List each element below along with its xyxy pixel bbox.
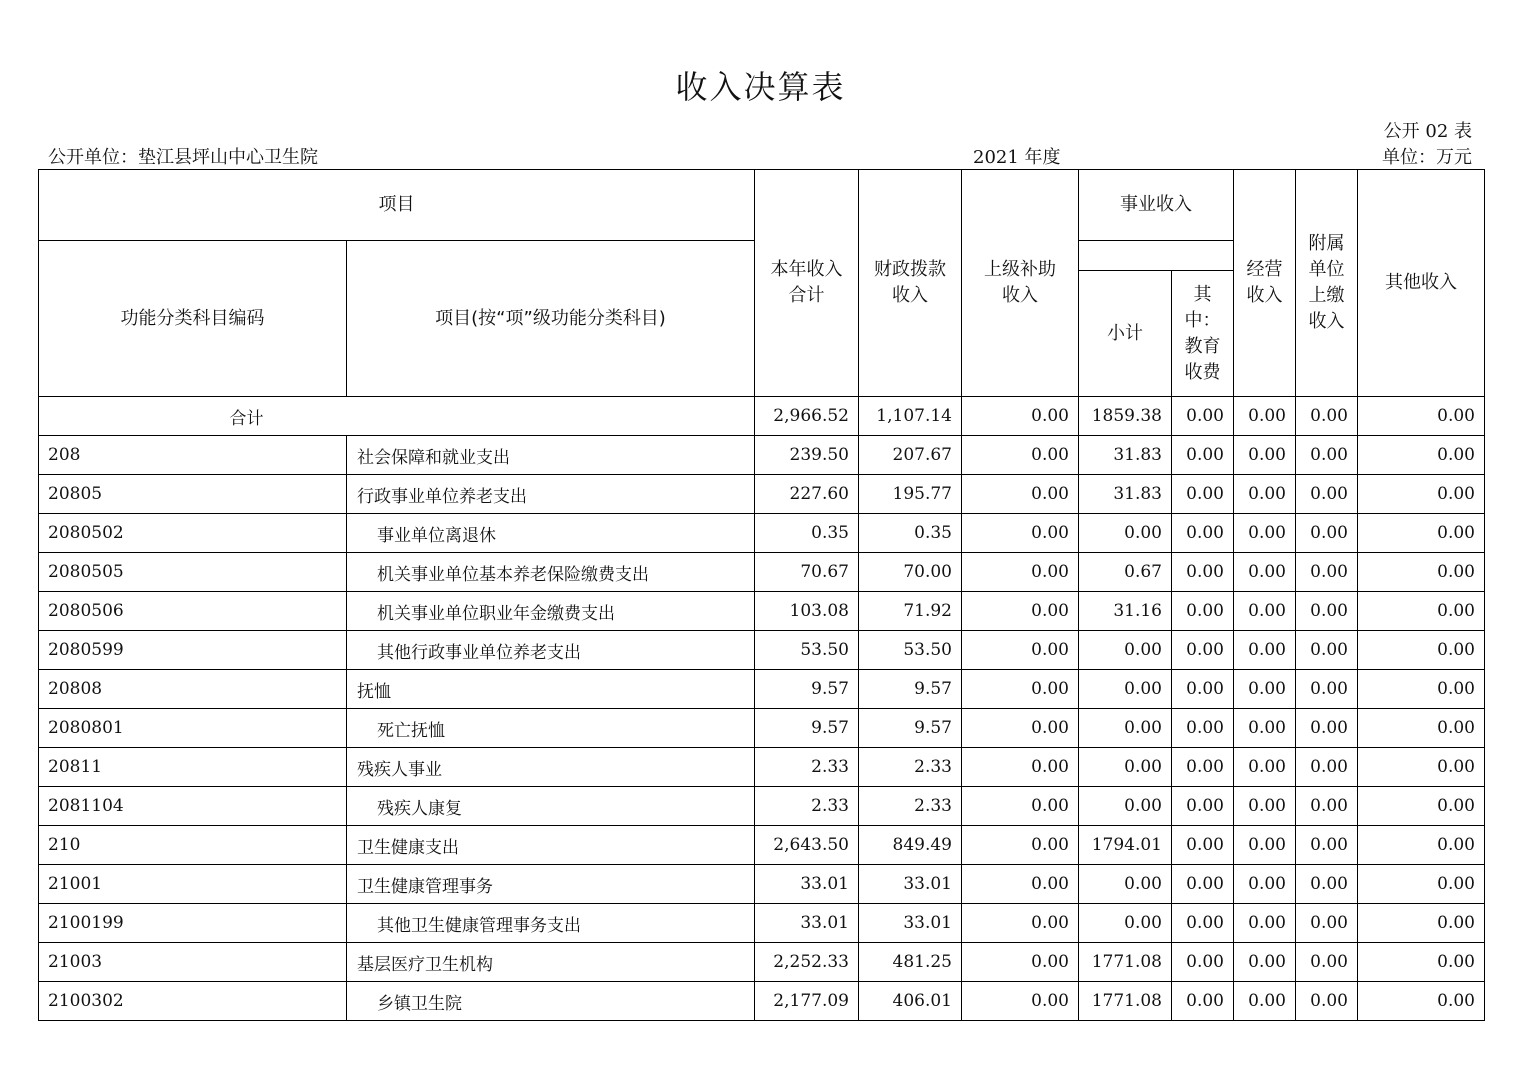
- total-label: 合计: [39, 397, 755, 436]
- item-name-cell: 行政事业单位养老支出: [347, 475, 755, 514]
- cell-value: 0.00: [1358, 787, 1485, 826]
- cell-value: 0.00: [1296, 904, 1358, 943]
- cell-value: 0.00: [962, 865, 1079, 904]
- table-row: [39, 592, 1485, 631]
- item-name-cell: 卫生健康管理事务: [347, 865, 755, 904]
- cell-value: 0.00: [1296, 943, 1358, 982]
- cell-value: 0.00: [1358, 514, 1485, 553]
- item-name-cell: 死亡抚恤: [347, 709, 755, 748]
- item-name-cell: 残疾人事业: [347, 748, 755, 787]
- item-name-cell: 机关事业单位职业年金缴费支出: [347, 592, 755, 631]
- cell-value: 0.00: [1358, 592, 1485, 631]
- table-row: [39, 553, 1485, 592]
- table-row: [39, 904, 1485, 943]
- header-operating-income: [1234, 170, 1296, 397]
- cell-value: 0.00: [1079, 787, 1172, 826]
- cell-value: 0.00: [1079, 865, 1172, 904]
- reporting-unit: 公开单位：垫江县坪山中心卫生院: [48, 147, 318, 168]
- cell-value: 0.00: [1358, 943, 1485, 982]
- cell-value: 70.00: [859, 553, 962, 592]
- cell-value: 0.00: [1234, 865, 1296, 904]
- item-name-cell: 社会保障和就业支出: [347, 436, 755, 475]
- cell-value: 0.00: [1234, 709, 1296, 748]
- cell-value: 31.83: [1079, 475, 1172, 514]
- table-row: [39, 475, 1485, 514]
- cell-value: 0.00: [1172, 514, 1234, 553]
- cell-value: 207.67: [859, 436, 962, 475]
- cell-value: 0.00: [962, 436, 1079, 475]
- cell-value: 0.00: [1234, 670, 1296, 709]
- cell-value: 0.00: [1296, 397, 1358, 436]
- header-fiscal-appropriation: [859, 170, 962, 397]
- cell-value: 0.00: [1172, 397, 1234, 436]
- cell-value: 0.00: [962, 748, 1079, 787]
- header-affiliated-income: [1296, 170, 1358, 397]
- cell-value: 1771.08: [1079, 943, 1172, 982]
- item-name-cell: 基层医疗卫生机构: [347, 943, 755, 982]
- cell-value: 195.77: [859, 475, 962, 514]
- table-header: [39, 170, 1485, 397]
- total-row: [39, 397, 1485, 436]
- cell-value: 849.49: [859, 826, 962, 865]
- header-project: 项目: [39, 170, 755, 241]
- cell-value: 0.00: [1296, 514, 1358, 553]
- cell-value: 0.00: [1234, 397, 1296, 436]
- cell-value: 0.00: [1296, 787, 1358, 826]
- cell-value: 0.00: [1296, 826, 1358, 865]
- cell-value: 2.33: [859, 787, 962, 826]
- cell-value: 71.92: [859, 592, 962, 631]
- table-row: [39, 631, 1485, 670]
- cell-value: 0.00: [1234, 904, 1296, 943]
- cell-value: 0.00: [1079, 904, 1172, 943]
- table-body: [39, 397, 1485, 1021]
- cell-value: 0.00: [1234, 514, 1296, 553]
- cell-value: 0.00: [1172, 475, 1234, 514]
- cell-value: 0.00: [1172, 436, 1234, 475]
- function-code-cell: 2080506: [39, 592, 347, 631]
- cell-value: 31.83: [1079, 436, 1172, 475]
- cell-value: 0.00: [1079, 631, 1172, 670]
- cell-value: 0.00: [962, 475, 1079, 514]
- header-superior-subsidy-label: 上级补助收入: [984, 259, 1056, 306]
- cell-value: 0.00: [1172, 670, 1234, 709]
- function-code-cell: 2080505: [39, 553, 347, 592]
- cell-value: 2,177.09: [755, 982, 859, 1021]
- cell-value: 0.00: [1234, 592, 1296, 631]
- function-code-cell: 20805: [39, 475, 347, 514]
- header-total-income: [755, 170, 859, 397]
- cell-value: 0.00: [1358, 982, 1485, 1021]
- cell-value: 406.01: [859, 982, 962, 1021]
- header-superior-subsidy: [962, 170, 1079, 397]
- cell-value: 0.00: [1296, 865, 1358, 904]
- cell-value: 0.00: [1079, 748, 1172, 787]
- header-business-income: 事业收入: [1079, 170, 1234, 241]
- currency-unit: 单位：万元: [1382, 147, 1472, 168]
- cell-value: 33.01: [859, 865, 962, 904]
- header-education-fee-label: 其中：教育收费: [1184, 283, 1221, 383]
- cell-value: 2.33: [755, 787, 859, 826]
- table-row: [39, 826, 1485, 865]
- cell-value: 31.16: [1079, 592, 1172, 631]
- header-total-income-label: 本年收入合计: [770, 259, 843, 306]
- item-name-cell: 其他行政事业单位养老支出: [347, 631, 755, 670]
- cell-value: 239.50: [755, 436, 859, 475]
- cell-value: 0.00: [962, 709, 1079, 748]
- cell-value: 53.50: [859, 631, 962, 670]
- cell-value: 0.00: [1358, 475, 1485, 514]
- item-name-cell: 机关事业单位基本养老保险缴费支出: [347, 553, 755, 592]
- header-fiscal-appropriation-label: 财政拨款收入: [874, 259, 946, 306]
- cell-value: 1859.38: [1079, 397, 1172, 436]
- table-row: [39, 943, 1485, 982]
- cell-value: 0.00: [1172, 787, 1234, 826]
- cell-value: 0.00: [1296, 553, 1358, 592]
- header-operating-income-label: 经营收入: [1246, 259, 1283, 306]
- cell-value: 9.57: [755, 709, 859, 748]
- cell-value: 33.01: [755, 904, 859, 943]
- cell-value: 0.00: [1172, 943, 1234, 982]
- cell-value: 0.00: [1172, 709, 1234, 748]
- cell-value: 0.00: [1358, 826, 1485, 865]
- function-code-cell: 20811: [39, 748, 347, 787]
- cell-value: 0.00: [1296, 631, 1358, 670]
- cell-value: 0.00: [962, 592, 1079, 631]
- cell-value: 1,107.14: [859, 397, 962, 436]
- income-table: [38, 169, 1485, 1021]
- cell-value: 0.00: [962, 982, 1079, 1021]
- function-code-cell: 2080502: [39, 514, 347, 553]
- item-name-cell: 其他卫生健康管理事务支出: [347, 904, 755, 943]
- cell-value: 0.00: [1079, 514, 1172, 553]
- cell-value: 0.00: [1296, 982, 1358, 1021]
- cell-value: 2,966.52: [755, 397, 859, 436]
- cell-value: 0.00: [1296, 592, 1358, 631]
- cell-value: 0.00: [1079, 709, 1172, 748]
- cell-value: 0.00: [1358, 553, 1485, 592]
- function-code-cell: 2081104: [39, 787, 347, 826]
- table-row: [39, 982, 1485, 1021]
- table-row: [39, 865, 1485, 904]
- table-row: [39, 436, 1485, 475]
- cell-value: 53.50: [755, 631, 859, 670]
- function-code-cell: 20808: [39, 670, 347, 709]
- table-row: [39, 514, 1485, 553]
- cell-value: 1771.08: [1079, 982, 1172, 1021]
- function-code-cell: 21001: [39, 865, 347, 904]
- table-row: [39, 709, 1485, 748]
- header-other-income: 其他收入: [1358, 170, 1485, 397]
- cell-value: 0.00: [1358, 709, 1485, 748]
- cell-value: 2.33: [755, 748, 859, 787]
- item-name-cell: 乡镇卫生院: [347, 982, 755, 1021]
- function-code-cell: 2080599: [39, 631, 347, 670]
- cell-value: 9.57: [859, 670, 962, 709]
- cell-value: 2,252.33: [755, 943, 859, 982]
- cell-value: 0.00: [962, 397, 1079, 436]
- cell-value: 0.00: [962, 670, 1079, 709]
- cell-value: 2.33: [859, 748, 962, 787]
- cell-value: 70.67: [755, 553, 859, 592]
- header-affiliated-income-label: 附属单位上缴收入: [1308, 233, 1345, 332]
- table-row: [39, 748, 1485, 787]
- page-title: 收入决算表: [675, 68, 846, 106]
- cell-value: 227.60: [755, 475, 859, 514]
- cell-value: 0.00: [1296, 709, 1358, 748]
- cell-value: 0.00: [1234, 943, 1296, 982]
- cell-value: 0.00: [1358, 397, 1485, 436]
- table-row: [39, 670, 1485, 709]
- cell-value: 0.00: [1358, 670, 1485, 709]
- cell-value: 0.00: [1234, 982, 1296, 1021]
- function-code-cell: 2100302: [39, 982, 347, 1021]
- cell-value: 0.00: [1358, 865, 1485, 904]
- cell-value: 0.00: [1358, 631, 1485, 670]
- cell-value: 0.00: [1172, 748, 1234, 787]
- cell-value: 0.00: [1079, 670, 1172, 709]
- header-item-name: 项目(按“项”级功能分类科目): [347, 241, 755, 397]
- cell-value: 0.00: [1296, 475, 1358, 514]
- cell-value: 1794.01: [1079, 826, 1172, 865]
- cell-value: 103.08: [755, 592, 859, 631]
- cell-value: 2,643.50: [755, 826, 859, 865]
- cell-value: 0.00: [962, 787, 1079, 826]
- cell-value: 33.01: [859, 904, 962, 943]
- item-name-cell: 事业单位离退休: [347, 514, 755, 553]
- function-code-cell: 21003: [39, 943, 347, 982]
- cell-value: 0.00: [962, 631, 1079, 670]
- cell-value: 0.00: [962, 943, 1079, 982]
- cell-value: 0.00: [1358, 904, 1485, 943]
- function-code-cell: 2100199: [39, 904, 347, 943]
- cell-value: 0.00: [1172, 592, 1234, 631]
- cell-value: 0.00: [1172, 826, 1234, 865]
- cell-value: 0.00: [1172, 982, 1234, 1021]
- item-name-cell: 残疾人康复: [347, 787, 755, 826]
- cell-value: 9.57: [755, 670, 859, 709]
- function-code-cell: 208: [39, 436, 347, 475]
- header-subtotal: 小计: [1079, 271, 1172, 397]
- item-name-cell: 抚恤: [347, 670, 755, 709]
- cell-value: 9.57: [859, 709, 962, 748]
- function-code-cell: 2080801: [39, 709, 347, 748]
- cell-value: 0.67: [1079, 553, 1172, 592]
- cell-value: 481.25: [859, 943, 962, 982]
- cell-value: 0.00: [1296, 748, 1358, 787]
- cell-value: 0.00: [1234, 553, 1296, 592]
- cell-value: 0.00: [962, 904, 1079, 943]
- cell-value: 0.00: [1172, 865, 1234, 904]
- cell-value: 33.01: [755, 865, 859, 904]
- item-name-cell: 卫生健康支出: [347, 826, 755, 865]
- function-code-cell: 210: [39, 826, 347, 865]
- cell-value: 0.00: [1234, 631, 1296, 670]
- cell-value: 0.00: [1172, 553, 1234, 592]
- cell-value: 0.00: [1234, 826, 1296, 865]
- cell-value: 0.00: [1172, 631, 1234, 670]
- cell-value: 0.00: [1234, 475, 1296, 514]
- cell-value: 0.00: [1172, 904, 1234, 943]
- cell-value: 0.00: [1358, 436, 1485, 475]
- form-number: 公开 02 表: [1383, 121, 1472, 142]
- table-row: [39, 787, 1485, 826]
- cell-value: 0.00: [962, 553, 1079, 592]
- cell-value: 0.35: [859, 514, 962, 553]
- cell-value: 0.00: [1234, 787, 1296, 826]
- cell-value: 0.35: [755, 514, 859, 553]
- cell-value: 0.00: [1358, 748, 1485, 787]
- header-function-code: 功能分类科目编码: [39, 241, 347, 397]
- fiscal-year: 2021 年度: [973, 147, 1061, 168]
- cell-value: 0.00: [1296, 436, 1358, 475]
- cell-value: 0.00: [1234, 748, 1296, 787]
- cell-value: 0.00: [1296, 670, 1358, 709]
- cell-value: 0.00: [1234, 436, 1296, 475]
- cell-value: 0.00: [962, 514, 1079, 553]
- header-education-fee: [1172, 271, 1234, 397]
- cell-value: 0.00: [962, 826, 1079, 865]
